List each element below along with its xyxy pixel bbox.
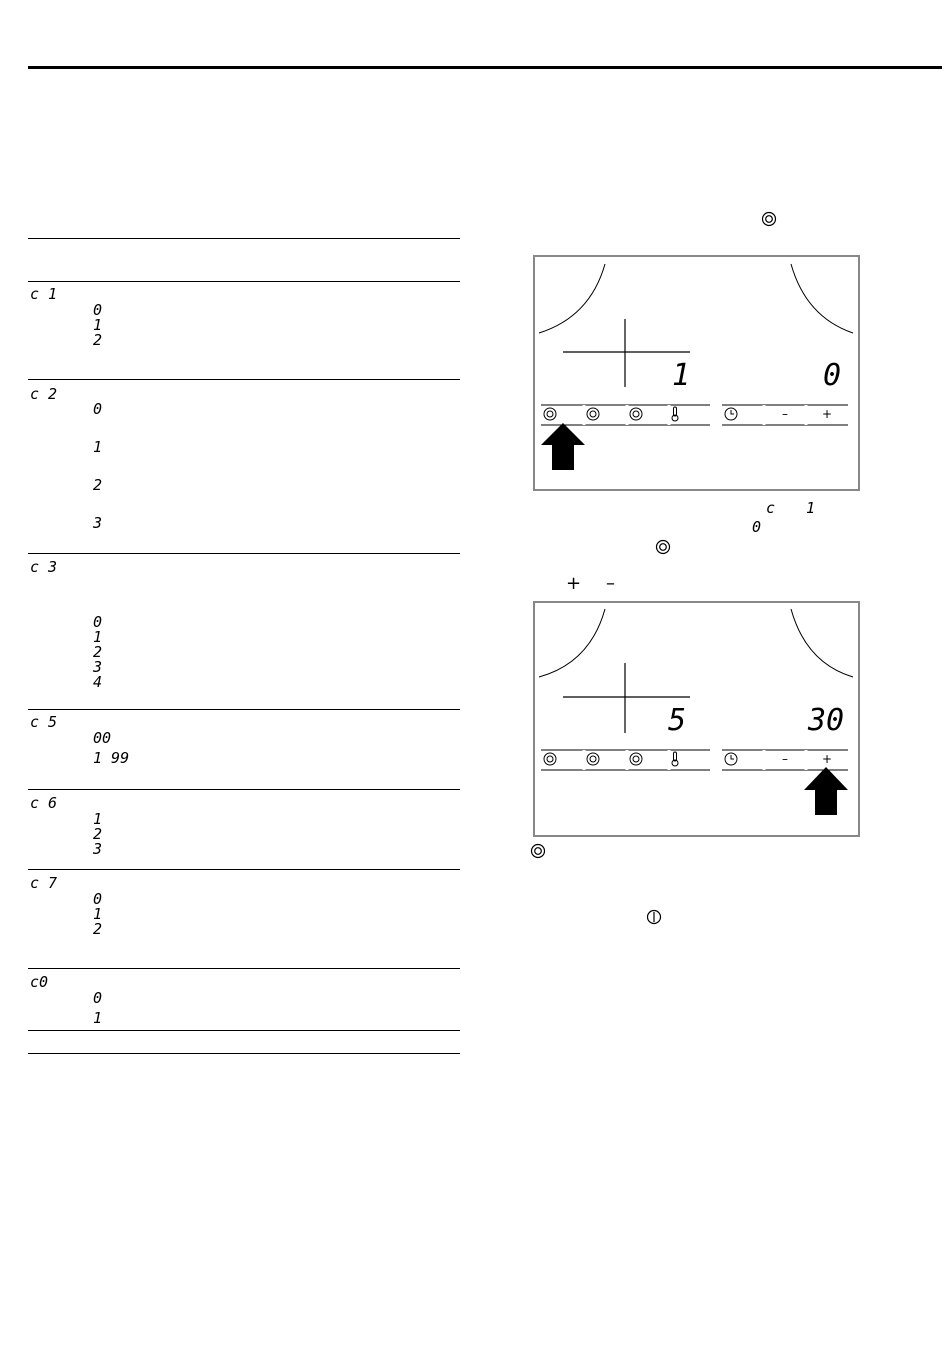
plus-button[interactable]: + — [821, 752, 833, 766]
code-c2: c 2 — [30, 385, 58, 403]
panel-1-drawing — [535, 257, 858, 489]
control-panel-1 — [533, 255, 860, 491]
zone-display: 1 — [672, 358, 691, 393]
value: 0 — [93, 613, 103, 631]
values-c3 — [93, 615, 102, 690]
code-c0: c0 — [30, 973, 49, 991]
timer-display: 30 — [808, 703, 845, 738]
table-rule — [28, 553, 460, 554]
table-rule — [28, 709, 460, 710]
value: 1 — [93, 438, 103, 456]
table-rule — [28, 968, 460, 969]
code-c3: c 3 — [30, 558, 58, 576]
table-bottom-rule — [28, 1053, 460, 1054]
plus-icon: + — [566, 573, 582, 594]
control-panel-2 — [533, 601, 860, 837]
minus-button[interactable]: – — [782, 407, 788, 421]
value: 2 — [93, 920, 103, 938]
zone-1-button[interactable] — [542, 405, 584, 423]
value: 4 — [93, 673, 103, 691]
table-rule — [28, 869, 460, 870]
table-rule — [28, 1030, 460, 1031]
value: 2 — [93, 643, 103, 661]
zone-display: 5 — [668, 703, 687, 738]
thermometer-icon — [669, 751, 681, 767]
code-c5: c 5 — [30, 713, 58, 731]
values-c5 — [93, 731, 129, 766]
values-c0 — [93, 991, 102, 1026]
clock-icon — [723, 406, 739, 422]
values-c6 — [93, 812, 102, 857]
zone-1-button[interactable] — [542, 750, 584, 768]
zone-3-button[interactable] — [628, 750, 670, 768]
inline-zero-char: 0 — [752, 518, 763, 536]
value: 1 — [93, 810, 103, 828]
zone-select-icon — [761, 211, 777, 231]
inline-c-char: c — [766, 499, 777, 517]
table-rule — [28, 281, 460, 282]
up-arrow-icon — [804, 767, 848, 815]
value: 1 — [93, 1009, 103, 1027]
up-arrow-icon — [541, 423, 585, 470]
timer-button[interactable] — [723, 405, 765, 423]
value: 1 — [93, 905, 103, 923]
value: 2 — [93, 476, 103, 494]
zone-3-button[interactable] — [628, 405, 670, 423]
value: 0 — [93, 400, 103, 418]
power-icon — [646, 909, 662, 929]
timer-display: 0 — [823, 358, 842, 393]
table-rule — [28, 379, 460, 380]
zone-2-button[interactable] — [585, 750, 627, 768]
value: 3 — [93, 658, 103, 676]
thermometer-button[interactable] — [669, 750, 711, 768]
minus-icon: – — [606, 573, 615, 594]
values-c7 — [93, 892, 102, 937]
clock-icon — [723, 751, 739, 767]
value: 0 — [93, 301, 103, 319]
table-header-rule — [28, 238, 460, 239]
table-rule — [28, 789, 460, 790]
top-rule — [28, 66, 942, 69]
value: 0 — [93, 890, 103, 908]
value: 00 — [93, 729, 112, 747]
timer-button[interactable] — [723, 750, 765, 768]
inline-one-char: 1 — [806, 499, 817, 517]
values-c1 — [93, 303, 102, 348]
value: 1 — [93, 316, 103, 334]
code-c7: c 7 — [30, 874, 58, 892]
value: 2 — [93, 331, 103, 349]
zone-select-icon — [530, 843, 546, 863]
value: 1 99 — [93, 749, 130, 767]
zone-2-button[interactable] — [585, 405, 627, 423]
value: 2 — [93, 825, 103, 843]
code-c1: c 1 — [30, 285, 58, 303]
thermometer-button[interactable] — [669, 405, 711, 423]
minus-button[interactable]: – — [782, 752, 788, 766]
value: 3 — [93, 514, 103, 532]
values-c2 — [93, 402, 102, 531]
value: 1 — [93, 628, 103, 646]
zone-select-icon — [655, 539, 671, 559]
value: 0 — [93, 989, 103, 1007]
plus-button[interactable]: + — [821, 407, 833, 421]
code-c6: c 6 — [30, 794, 58, 812]
thermometer-icon — [669, 406, 681, 422]
value: 3 — [93, 840, 103, 858]
